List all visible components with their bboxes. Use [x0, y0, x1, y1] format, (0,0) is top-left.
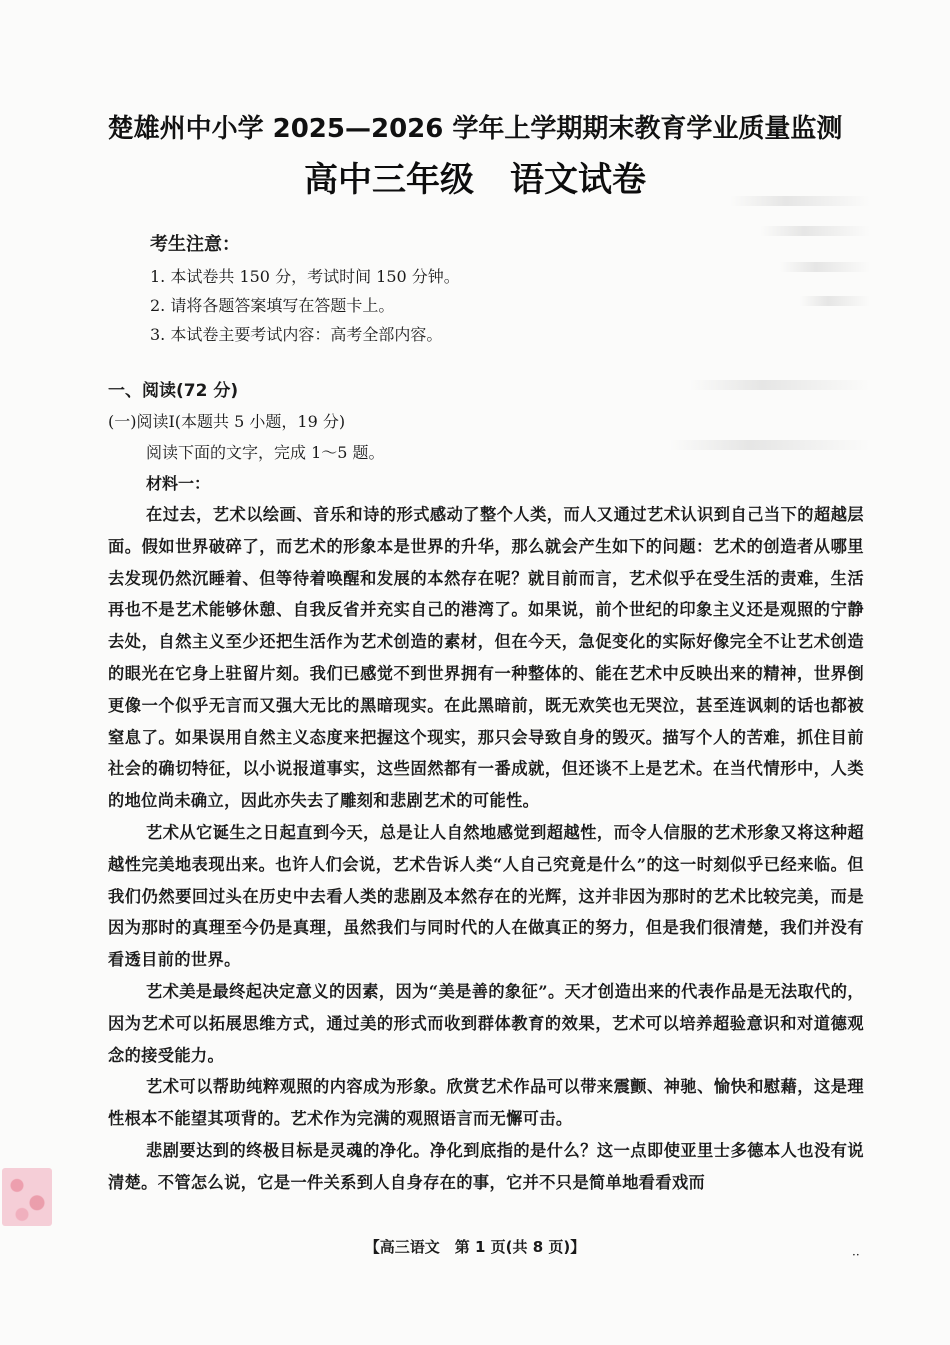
red-stamp-mark [2, 1168, 52, 1226]
bleed-through-mark [780, 262, 870, 272]
bleed-through-mark [760, 226, 870, 236]
exam-title-line1: 楚雄州中小学 2025—2026 学年上学期期末教育学业质量监测 [107, 114, 843, 144]
passage-paragraph: 在过去，艺术以绘画、音乐和诗的形式感动了整个人类，而人又通过艺术认识到自己当下的超越层面。假如世界破碎了，而艺术的形象本是世界的升华，那么就会产生如下的问题：艺术的创造者从哪里去发现仍然沉睡着、但等待着唤醒和发展的本然存在呢？就目前而言，艺术似乎在受生活的责难，生活再也不是艺术能够休憩、自我反省并充实自己的港湾了。如果说，前个世纪的印象主义还是观照的宁静去处，自然主义至少还把生活作为艺术创造的素材，但在今天，急促变化的实际好像完全不让艺术创造的眼光在它身上驻留片刻。我们已感觉不到世界拥有一种整体的、能在艺术中反映出来的精神，世界倒更像一个似乎无言而又强大无比的黑暗现实。在此黑暗前，既无欢笑也无哭泣，甚至连讽刺的话也都被窒息了。如果误用自然主义态度来把握这个现实，那只会导致自身的毁灭。描写个人的苦难，抓住目前社会的确切特征，以小说报道事实，这些固然都有一番成就，但还谈不上是艺术。在当代情形中，人类的地位尚未确立，因此亦失去了雕刻和悲剧艺术的可能性。 [108, 505, 864, 811]
reading-section [108, 376, 864, 1199]
notice-item: 2. 请将各题答案填写在答题卡上。 [150, 296, 395, 315]
exam-subject: 语文试卷 [510, 160, 646, 200]
reading-instruction: 阅读下面的文字，完成 1～5 题。 [146, 443, 385, 462]
margin-dots: ·· [852, 1248, 860, 1262]
notice-heading: 考生注意： [150, 234, 240, 255]
candidate-notice [150, 230, 750, 349]
passage-paragraph: 悲剧要达到的终极目标是灵魂的净化。净化到底指的是什么？这一点即使亚里士多德本人也没有说清楚。不管怎么说，它是一件关系到人自身存在的事，它并不只是简单地看看戏而 [108, 1140, 864, 1192]
passage-paragraph: 艺术美是最终起决定意义的因素，因为“美是善的象征”。天才创造出来的代表作品是无法取代的，因为艺术可以拓展思维方式，通过美的形式而收到群体教育的效果，艺术可以培养超验意识和对道德观念的接受能力。 [108, 981, 864, 1065]
passage-paragraph: 艺术可以帮助纯粹观照的内容成为形象。欣赏艺术作品可以带来震颤、神驰、愉快和慰藉，这是理性根本不能望其项背的。艺术作为完满的观照语言而无懈可击。 [108, 1077, 864, 1129]
section-heading: 一、阅读(72 分) [108, 381, 239, 401]
material-label: 材料一： [146, 474, 211, 493]
notice-item: 1. 本试卷共 150 分，考试时间 150 分钟。 [150, 267, 460, 286]
passage-paragraph: 艺术从它诞生之日起直到今天，总是让人自然地感觉到超越性，而令人信服的艺术形象又将这种超越性完美地表现出来。也许人们会说，艺术告诉人类“人自己究竟是什么”的这一时刻似乎已经来临。但我们仍然要回过头在历史中去看人类的悲剧及本然存在的光辉，这并非因为那时的艺术比较完美，而是因为那时的真理至今仍是真理，虽然我们与同时代的人在做真正的努力，但是我们很清楚，我们并没有看透目前的世界。 [108, 822, 864, 970]
exam-title-line2 [0, 152, 950, 201]
page-footer: 【高三语文 第 1 页(共 8 页)】 [364, 1238, 586, 1256]
exam-grade: 高中三年级 [304, 160, 474, 200]
bleed-through-mark [800, 296, 870, 306]
notice-item: 3. 本试卷主要考试内容：高考全部内容。 [150, 325, 443, 344]
section-subheading: (一)阅读Ⅰ(本题共 5 小题，19 分) [108, 412, 346, 431]
